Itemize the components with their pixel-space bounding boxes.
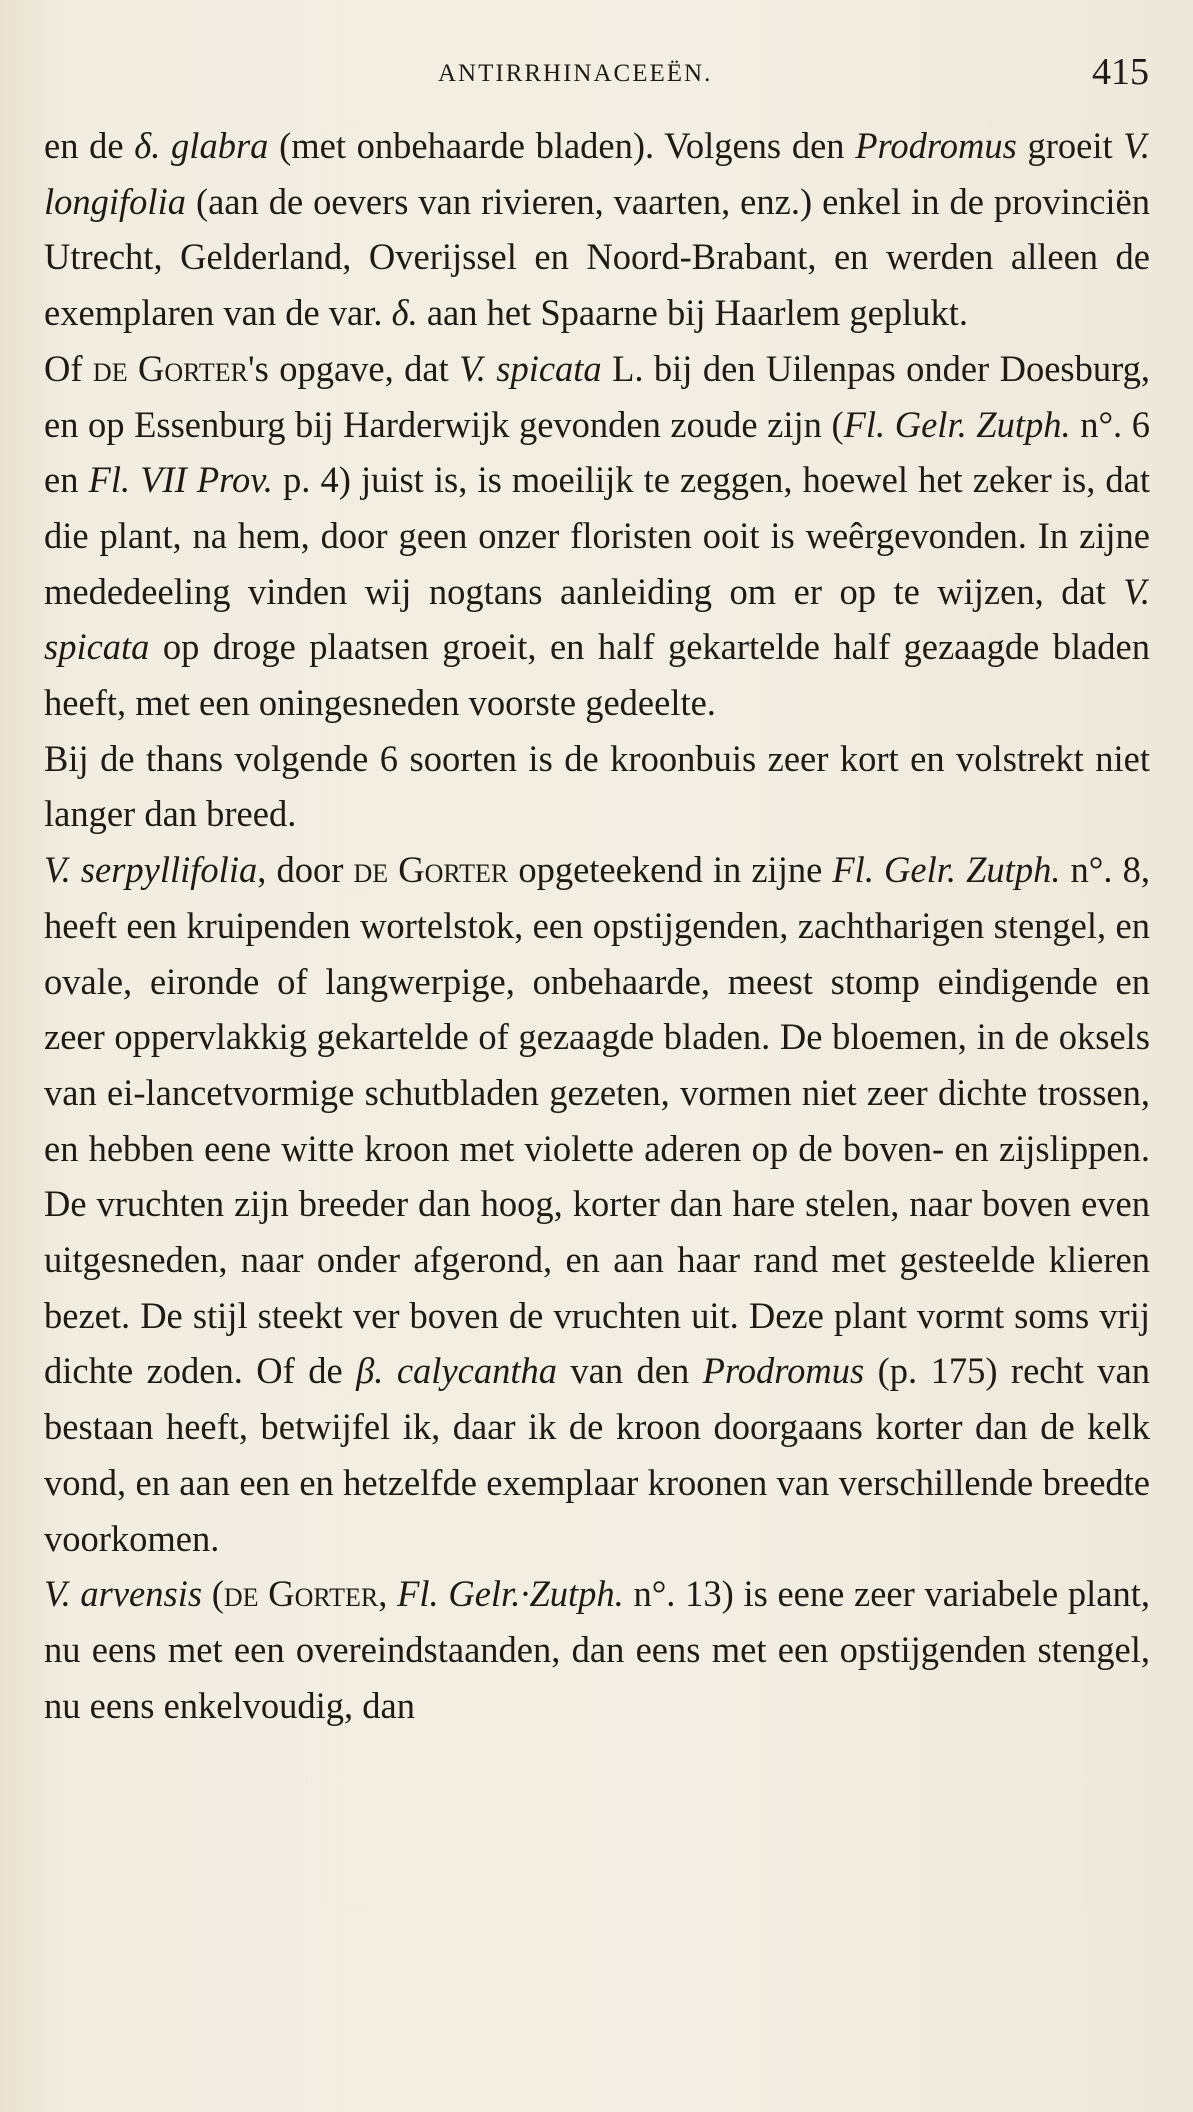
text-run: n°. 8, heeft een kruipenden wortelstok, een opstijgenden, zachtharigen stengel, en ovale, eironde of langwerpige, onbehaarde, meest stomp eindigende en zeer oppervlakkig gekartelde of gezaagde bladen. De bloemen, in de oksels van ei-lancetvormige schutbladen gezeten, vormen niet zeer dichte trossen, en hebben eene witte kroon met violette aderen op de boven- en zijslippen. De vruchten zijn breeder dan hoog, korter dan hare stelen, naar boven even uitgesneden, naar onder afgerond, en aan haar rand met gesteelde klieren bezet. De stijl steekt ver boven de vruchten uit. Deze plant vormt soms vrij dichte zoden. Of de	[44, 849, 1150, 1392]
text-run: (	[202, 1573, 224, 1615]
italic-run: Prodromus	[702, 1350, 865, 1392]
italic-run: Fl. Gelr. Zutph.	[832, 849, 1061, 891]
paragraph	[44, 842, 1150, 1566]
italic-run: δ. glabra	[134, 125, 269, 166]
text-run: (met onbehaarde bladen). Volgens den	[268, 125, 856, 166]
paragraph	[44, 731, 1150, 842]
italic-run: δ.	[391, 292, 418, 334]
page-number: 415	[1092, 51, 1149, 93]
italic-run: Fl. Gelr. Zutph.	[843, 403, 1071, 445]
italic-run: V. serpyllifolia	[44, 849, 258, 891]
paragraph	[44, 341, 1150, 731]
page-header	[0, 42, 1193, 102]
text-run: Of	[44, 347, 93, 389]
paragraph	[44, 118, 1150, 341]
text-run: (p. 175) recht van bestaan heeft, betwijfel ik, daar ik de kroon doorgaans korter dan de kelk vond, en aan een en hetzelfde exemplaar kroonen van verschillende breedte voorkomen.	[44, 1350, 1150, 1559]
italic-run: V. spicata	[44, 570, 1150, 668]
text-run: opgeteekend in zijne	[508, 849, 833, 891]
text-run: op droge plaatsen groeit, en half gekartelde half gezaagde bladen heeft, met een oningesneden voorste gedeelte.	[44, 626, 1150, 724]
italic-run: V. longifolia	[44, 125, 1151, 222]
small-caps-run: de Gorter	[92, 347, 249, 389]
text-run: L. bij den Uilenpas onder Doesburg, en op Essenburg bij Harderwijk gevonden zoude zijn (	[44, 347, 1150, 445]
italic-run: Prodromus	[855, 125, 1017, 166]
text-run: (aan de oevers van rivieren, vaarten, enz.) enkel in de provinciën Utrecht, Gelderland, Overijssel en Noord-Brabant, en werden alleen de exemplaren van de var.	[44, 180, 1150, 334]
italic-run: β. calycantha	[356, 1350, 557, 1392]
text-run: van den	[556, 1350, 703, 1392]
text-run: Bij de thans volgende 6 soorten is de kroonbuis zeer kort en volstrekt niet langer dan breed.	[44, 737, 1150, 835]
text-run: n°. 6 en	[44, 403, 1150, 501]
text-run: ,	[378, 1573, 398, 1615]
text-run: n°. 13) is eene zeer variabele plant, nu eens met een overeindstaanden, dan eens met een opstijgenden stengel, nu eens enkelvoudig, dan	[44, 1573, 1150, 1726]
text-run: p. 4) juist is, is moeilijk te zeggen, hoewel het zeker is, dat die plant, na hem, door geen onzer floristen ooit is weêrgevonden. In zijne mededeeling vinden wij nogtans aanleiding om er op te wijzen, dat	[44, 459, 1151, 612]
text-run: 's opgave, dat	[248, 347, 460, 389]
italic-run: V. arvensis	[44, 1573, 203, 1615]
small-caps-run: de Gorter	[353, 849, 509, 891]
body-text	[44, 118, 1150, 1733]
italic-run: Fl. VII Prov.	[88, 459, 273, 501]
text-run: en de	[44, 125, 135, 166]
paragraph	[44, 1566, 1150, 1733]
running-head: ANTIRRHINACEEËN.	[438, 60, 713, 87]
italic-run: Fl. Gelr.·Zutph.	[397, 1573, 624, 1615]
text-run: , door	[257, 849, 354, 891]
italic-run: V. spicata	[459, 347, 602, 389]
text-run: aan het Spaarne bij Haarlem geplukt.	[417, 292, 969, 334]
small-caps-run: de Gorter	[223, 1573, 379, 1615]
text-run: groeit	[1016, 125, 1124, 166]
